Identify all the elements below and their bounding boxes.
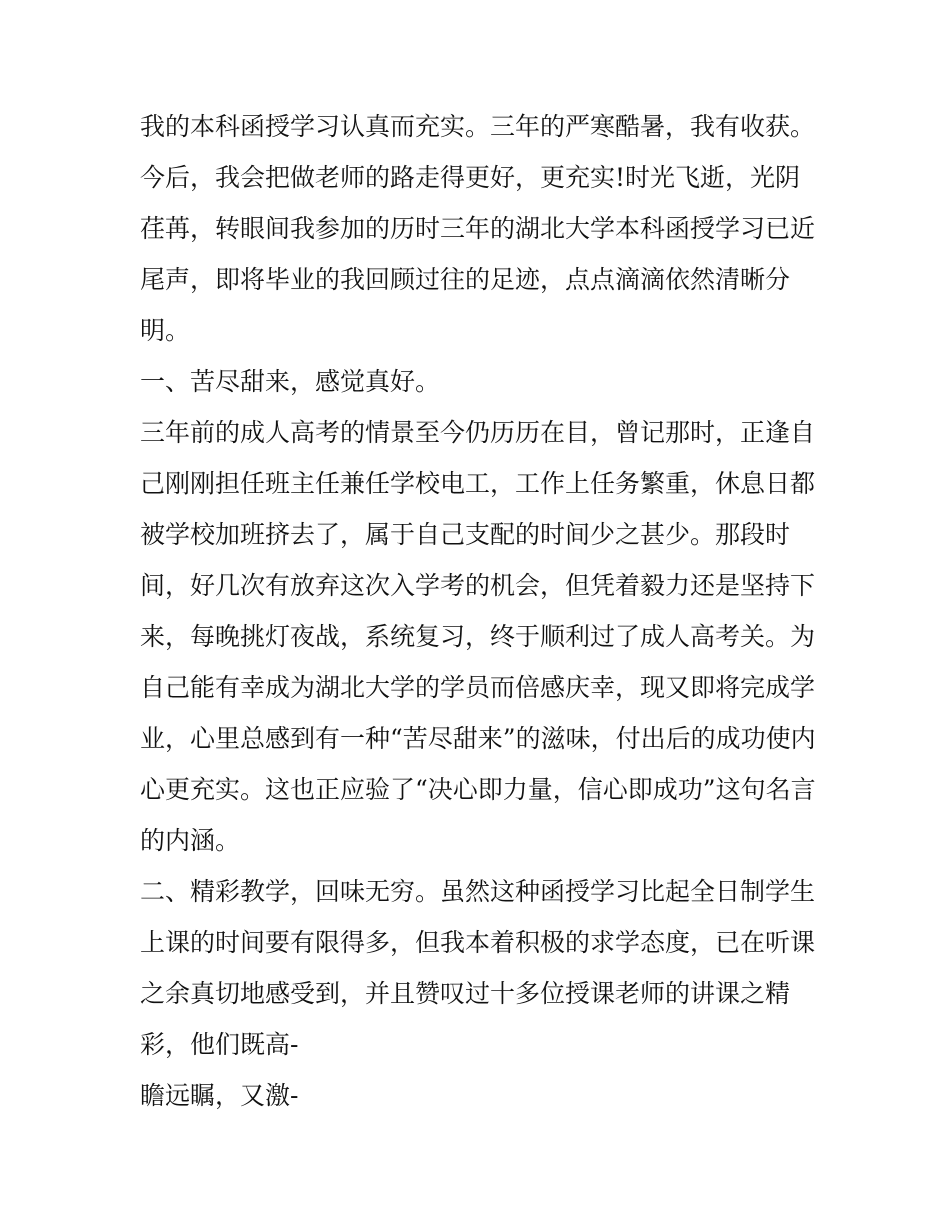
text-line: 我的本科函授学习认真而充实。三年的严寒酷暑，我有收获。 (140, 112, 816, 141)
text-line: 业，心里总感到有一种“苦尽甜来”的滋味，付出后的成功使内 (140, 724, 816, 753)
text-line: 三年前的成人高考的情景至今仍历历在目，曾记那时，正逢自 (140, 418, 816, 447)
text-line: 荏苒，转眼间我参加的历时三年的湖北大学本科函授学习已近 (140, 214, 816, 243)
text-line: 自己能有幸成为湖北大学的学员而倍感庆幸，现又即将完成学 (140, 673, 816, 702)
text-line: 心更充实。这也正应验了“决心即力量，信心即成功”这句名言 (140, 775, 816, 804)
text-line: 瞻远瞩，又激- (140, 1081, 299, 1110)
text-line: 上课的时间要有限得多，但我本着积极的求学态度，已在听课 (140, 928, 816, 957)
section-heading: 一、苦尽甜来，感觉真好。 (140, 367, 441, 396)
text-line: 之余真切地感受到，并且赞叹过十多位授课老师的讲课之精 (140, 979, 791, 1008)
text-line: 间，好几次有放弃这次入学考的机会，但凭着毅力还是坚持下 (140, 571, 816, 600)
document-body (140, 101, 830, 1121)
text-line: 彩，他们既高- (140, 1030, 299, 1059)
text-line: 尾声，即将毕业的我回顾过往的足迹，点点滴滴依然清晰分 (140, 265, 791, 294)
text-line: 被学校加班挤去了，属于自己支配的时间少之甚少。那段时 (140, 520, 791, 549)
text-line: 来，每晚挑灯夜战，系统复习，终于顺利过了成人高考关。为 (140, 622, 816, 651)
text-line: 今后，我会把做老师的路走得更好，更充实!时光飞逝，光阴 (140, 163, 801, 192)
section-heading: 二、精彩教学，回味无穷。虽然这种函授学习比起全日制学生 (140, 877, 816, 906)
text-line: 己刚刚担任班主任兼任学校电工，工作上任务繁重，休息日都 (140, 469, 816, 498)
text-line: 的内涵。 (140, 826, 241, 855)
text-line: 明。 (140, 316, 191, 345)
